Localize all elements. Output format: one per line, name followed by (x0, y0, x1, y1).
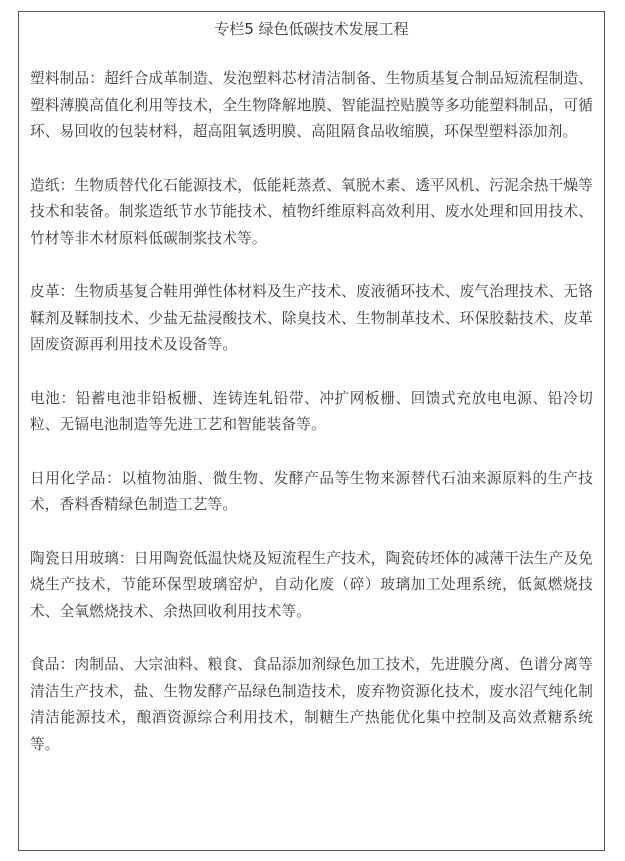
section-text: 超纤合成革制造、发泡塑料芯材清洁制备、生物质基复合制品短流程制造、塑料薄膜高值化利用等技术，全生物降解地膜、智能温控贴膜等多功能塑料制品，可循环、易回收的包装材料，超高阻氧透明膜、高阻隔食品收缩膜，环保型塑料添加剂。 (30, 70, 593, 140)
section-heading: 日用化学品： (30, 469, 122, 487)
section-text: 以植物油脂、微生物、发酵产品等生物来源替代石油来源原料的生产技术，香料香精绿色制造工艺等。 (30, 469, 594, 513)
column-box (18, 11, 605, 851)
section-heading: 皮革： (30, 283, 75, 300)
section-text: 生物质替代化石能源技术，低能耗蒸煮、氧脱木素、透平风机、污泥余热干燥等技术和装备。制浆造纸节水节能技术、植物纤维原料高效利用、废水处理和回用技术、竹材等非木材原料低碳制浆技术等。 (30, 176, 593, 247)
section-heading: 陶瓷日用玻璃： (30, 549, 134, 567)
section-battery (30, 386, 593, 439)
section-heading: 塑料制品： (30, 70, 105, 87)
section-paper (30, 173, 593, 253)
section-leather (30, 279, 593, 359)
section-heading: 造纸： (30, 176, 75, 194)
section-heading: 食品： (30, 656, 75, 673)
section-text: 生物质基复合鞋用弹性体材料及生产技术、废液循环技术、废气治理技术、无铬鞣剂及鞣制技术、少盐无盐浸酸技术、除臭技术、生物制革技术、环保胶黏技术、皮革固废资源再利用技术及设备等。 (30, 283, 593, 353)
section-text: 铅蓄电池非铅板栅、连铸连轧铅带、冲扩网板栅、回馈式充放电电源、铅冷切粒、无镉电池制造等先进工艺和智能装备等。 (30, 389, 593, 433)
section-daily-chemicals (30, 466, 593, 519)
section-text: 日用陶瓷低温快烧及短流程生产技术，陶瓷砖坯体的减薄干法生产及免烧生产技术，节能环保型玻璃窑炉，自动化废（碎）玻璃加工处理系统，低氮燃烧技术、全氧燃烧技术、余热回收利用技术等。 (30, 549, 593, 620)
column-title: 专栏5 绿色低碳技术发展工程 (214, 20, 409, 38)
section-food (30, 652, 593, 758)
section-heading: 电池： (30, 389, 76, 407)
section-text: 肉制品、大宗油料、粮食、食品添加剂绿色加工技术，先进膜分离、色谱分离等清洁生产技术，盐、生物发酵产品绿色制造技术，废弃物资源化技术，废水沼气纯化制清洁能源技术，酿酒资源综合利用技术，制糖生产热能优化集中控制及高效煮糖系统等。 (30, 656, 593, 753)
section-ceramics-glass (30, 546, 593, 626)
section-plastics (30, 66, 593, 146)
